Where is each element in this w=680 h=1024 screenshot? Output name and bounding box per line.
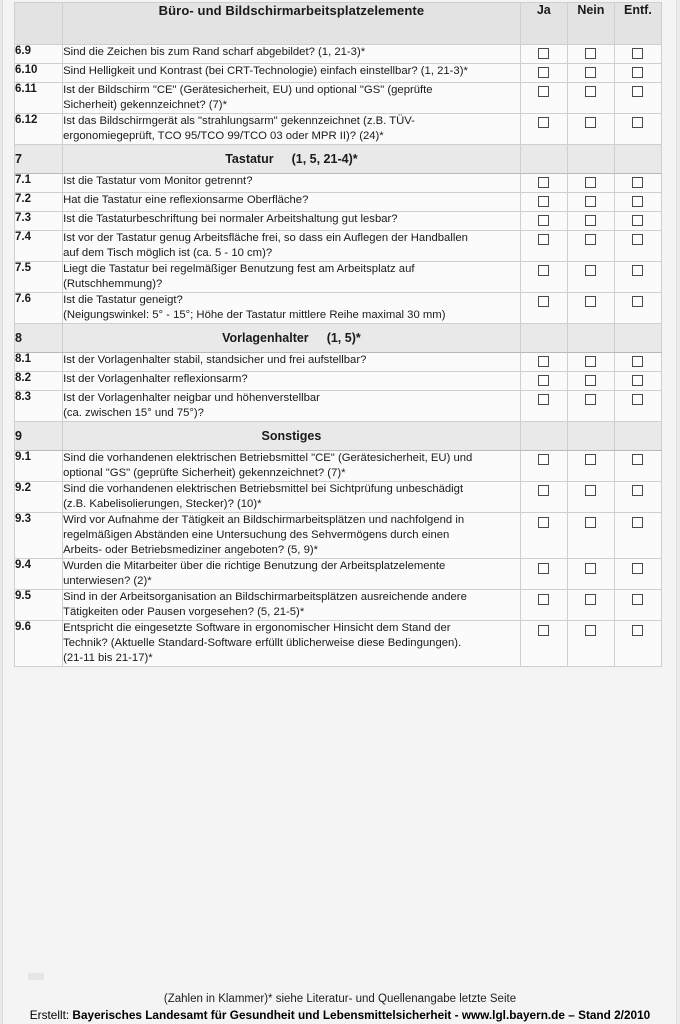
checkbox-na-cell[interactable] bbox=[614, 391, 661, 422]
question-text-line: Sind in der Arbeitsorganisation an Bildschirmarbeitsplätzen ausreichende andere bbox=[63, 591, 467, 604]
question-text-line: unterwiesen? (2)* bbox=[63, 575, 152, 588]
question-text-line: ergonomiegeprüft, TCO 95/TCO 99/TCO 03 oder MPR II)? (24)* bbox=[63, 130, 384, 143]
question-text-line: (ca. zwischen 15° und 75°)? bbox=[63, 407, 204, 420]
page-title: Büro- und Bildschirmarbeitsplatzelemente bbox=[63, 3, 521, 45]
checkbox-no-cell[interactable] bbox=[567, 482, 614, 513]
checkbox-no[interactable] bbox=[585, 394, 596, 405]
checkbox-na-cell[interactable] bbox=[614, 45, 661, 64]
question-text bbox=[63, 83, 521, 114]
checkbox-na-cell[interactable] bbox=[614, 293, 661, 324]
checkbox-yes-cell[interactable] bbox=[520, 451, 567, 482]
checkbox-na[interactable] bbox=[632, 517, 643, 528]
table-row bbox=[15, 212, 662, 231]
table-row bbox=[15, 391, 662, 422]
checkbox-na-cell[interactable] bbox=[614, 559, 661, 590]
section-title bbox=[63, 324, 521, 353]
checkbox-yes-cell[interactable] bbox=[520, 262, 567, 293]
checkbox-na-cell[interactable] bbox=[614, 83, 661, 114]
checkbox-no[interactable] bbox=[585, 234, 596, 245]
checkbox-yes[interactable] bbox=[538, 196, 549, 207]
section-title bbox=[63, 145, 521, 174]
checkbox-na[interactable] bbox=[632, 296, 643, 307]
checkbox-yes-cell[interactable] bbox=[520, 293, 567, 324]
question-number: 7.2 bbox=[15, 193, 63, 212]
table-row bbox=[15, 174, 662, 193]
question-text-line: Ist die Tastatur vom Monitor getrennt? bbox=[63, 175, 253, 188]
section-title-text: Vorlagenhalter bbox=[222, 331, 309, 346]
table-row bbox=[15, 114, 662, 145]
checkbox-yes-cell[interactable] bbox=[520, 372, 567, 391]
checkbox-no-cell[interactable] bbox=[567, 231, 614, 262]
section-number: 7 bbox=[15, 145, 63, 174]
table-row bbox=[15, 621, 662, 667]
checkbox-no-cell[interactable] bbox=[567, 372, 614, 391]
checkbox-na-cell[interactable] bbox=[614, 231, 661, 262]
question-text bbox=[63, 293, 521, 324]
checkbox-yes-cell[interactable] bbox=[520, 513, 567, 559]
table-row bbox=[15, 559, 662, 590]
checkbox-no-cell[interactable] bbox=[567, 621, 614, 667]
question-text bbox=[63, 45, 521, 64]
question-number: 7.4 bbox=[15, 231, 63, 262]
checkbox-na-cell[interactable] bbox=[614, 482, 661, 513]
question-text bbox=[63, 621, 521, 667]
page-edge-left bbox=[0, 0, 3, 1024]
question-number: 9.3 bbox=[15, 513, 63, 559]
table-header-row bbox=[15, 3, 662, 45]
checkbox-no[interactable] bbox=[585, 485, 596, 496]
question-number: 8.1 bbox=[15, 353, 63, 372]
question-number: 6.10 bbox=[15, 64, 63, 83]
footer-credit-organisation: Bayerisches Landesamt für Gesundheit und Lebensmittelsicherheit - www.lgl.bayern.de – Stand 2/2010 bbox=[72, 1008, 651, 1022]
question-text-line: Wird vor Aufnahme der Tätigkeit an Bildschirmarbeitsplätzen und nachfolgend in bbox=[63, 514, 465, 527]
question-text-line: (Neigungswinkel: 5° - 15°; Höhe der Tastatur mittlere Reihe maximal 30 mm) bbox=[63, 309, 446, 322]
checkbox-na-cell[interactable] bbox=[614, 114, 661, 145]
checkbox-yes[interactable] bbox=[538, 215, 549, 226]
question-text bbox=[63, 482, 521, 513]
checkbox-yes-cell[interactable] bbox=[520, 174, 567, 193]
checkbox-no[interactable] bbox=[585, 625, 596, 636]
question-number: 6.12 bbox=[15, 114, 63, 145]
checkbox-yes-cell[interactable] bbox=[520, 45, 567, 64]
checkbox-no-cell[interactable] bbox=[567, 559, 614, 590]
table-row bbox=[15, 64, 662, 83]
checkbox-no-cell[interactable] bbox=[567, 45, 614, 64]
table-row bbox=[15, 262, 662, 293]
question-number: 6.11 bbox=[15, 83, 63, 114]
question-text bbox=[63, 193, 521, 212]
checkbox-yes[interactable] bbox=[538, 67, 549, 78]
checkbox-no-cell[interactable] bbox=[567, 212, 614, 231]
checkbox-no-cell[interactable] bbox=[567, 293, 614, 324]
checkbox-no-cell[interactable] bbox=[567, 64, 614, 83]
question-text-line: (21-11 bis 21-17)* bbox=[63, 652, 153, 665]
checkbox-yes-cell[interactable] bbox=[520, 64, 567, 83]
checkbox-no[interactable] bbox=[585, 86, 596, 97]
checkbox-na[interactable] bbox=[632, 67, 643, 78]
question-number: 6.9 bbox=[15, 45, 63, 64]
question-text-line: Entspricht die eingesetzte Software in ergonomischer Hinsicht dem Stand der bbox=[63, 622, 451, 635]
checkbox-yes[interactable] bbox=[538, 356, 549, 367]
section-header-row bbox=[15, 324, 662, 353]
question-text-line: Ist die Tastatur geneigt? bbox=[63, 294, 183, 307]
checkbox-yes[interactable] bbox=[538, 563, 549, 574]
checkbox-no-cell[interactable] bbox=[567, 451, 614, 482]
question-text-line: Ist der Vorlagenhalter reflexionsarm? bbox=[63, 373, 248, 386]
checkbox-na[interactable] bbox=[632, 48, 643, 59]
table-row bbox=[15, 513, 662, 559]
checkbox-no-cell[interactable] bbox=[567, 193, 614, 212]
table-row bbox=[15, 590, 662, 621]
checkbox-yes[interactable] bbox=[538, 594, 549, 605]
table-header bbox=[15, 3, 662, 45]
checkbox-na[interactable] bbox=[632, 117, 643, 128]
table-row bbox=[15, 293, 662, 324]
checkbox-no[interactable] bbox=[585, 454, 596, 465]
question-text-line: Arbeits- oder Betriebsmediziner angeboten? (5, 9)* bbox=[63, 544, 319, 557]
question-text-line: Hat die Tastatur eine reflexionsarme Oberfläche? bbox=[63, 194, 309, 207]
question-number: 7.6 bbox=[15, 293, 63, 324]
question-text bbox=[63, 212, 521, 231]
checkbox-yes-cell[interactable] bbox=[520, 212, 567, 231]
checkbox-no-cell[interactable] bbox=[567, 513, 614, 559]
question-text-line: Ist die Tastaturbeschriftung bei normaler Arbeitshaltung gut lesbar? bbox=[63, 213, 398, 226]
question-text bbox=[63, 590, 521, 621]
question-text-line: auf dem Tisch möglich ist (ca. 5 - 10 cm)? bbox=[63, 247, 273, 260]
header-number-column bbox=[15, 3, 63, 45]
checkbox-yes-cell[interactable] bbox=[520, 621, 567, 667]
table-row bbox=[15, 45, 662, 64]
checkbox-yes-cell[interactable] bbox=[520, 482, 567, 513]
question-text bbox=[63, 372, 521, 391]
section-spacer-cell-na bbox=[614, 145, 661, 174]
checkbox-yes[interactable] bbox=[538, 454, 549, 465]
checkbox-na-cell[interactable] bbox=[614, 64, 661, 83]
checkbox-no[interactable] bbox=[585, 215, 596, 226]
checkbox-no[interactable] bbox=[585, 517, 596, 528]
question-text-line: Sind die vorhandenen elektrischen Betriebsmittel bei Sichtprüfung unbeschädigt bbox=[63, 483, 464, 496]
section-spacer-cell-yes bbox=[520, 145, 567, 174]
section-title bbox=[63, 422, 521, 451]
checkbox-yes-cell[interactable] bbox=[520, 391, 567, 422]
question-text bbox=[63, 559, 521, 590]
table-row bbox=[15, 231, 662, 262]
question-text-line: Tätigkeiten oder Pausen vorgesehen? (5, 21-5)* bbox=[63, 606, 305, 619]
checkbox-yes-cell[interactable] bbox=[520, 83, 567, 114]
section-spacer-cell-yes bbox=[520, 422, 567, 451]
table-row bbox=[15, 451, 662, 482]
checkbox-no-cell[interactable] bbox=[567, 83, 614, 114]
checkbox-yes[interactable] bbox=[538, 517, 549, 528]
checkbox-yes[interactable] bbox=[538, 485, 549, 496]
section-title-text: Tastatur bbox=[225, 152, 274, 167]
checkbox-no[interactable] bbox=[585, 196, 596, 207]
section-spacer-cell-no bbox=[567, 422, 614, 451]
question-text-line: Sind die Zeichen bis zum Rand scharf abgebildet? (1, 21-3)* bbox=[63, 46, 366, 58]
question-number: 8.2 bbox=[15, 372, 63, 391]
checkbox-no-cell[interactable] bbox=[567, 353, 614, 372]
header-column-no: Nein bbox=[567, 3, 614, 45]
table-row bbox=[15, 482, 662, 513]
section-spacer-cell-na bbox=[614, 324, 661, 353]
checkbox-yes-cell[interactable] bbox=[520, 590, 567, 621]
checkbox-no-cell[interactable] bbox=[567, 262, 614, 293]
question-text bbox=[63, 451, 521, 482]
question-text-line: Ist das Bildschirmgerät als "strahlungsarm" gekennzeichnet (z.B. TÜV- bbox=[63, 115, 415, 128]
section-number: 9 bbox=[15, 422, 63, 451]
checkbox-no[interactable] bbox=[585, 265, 596, 276]
checkbox-na-cell[interactable] bbox=[614, 513, 661, 559]
section-number: 8 bbox=[15, 324, 63, 353]
checkbox-na-cell[interactable] bbox=[614, 174, 661, 193]
footer-credit bbox=[0, 1008, 680, 1022]
footer-credit-lead: Erstellt: bbox=[29, 1008, 70, 1022]
section-spacer-cell-no bbox=[567, 324, 614, 353]
table-row bbox=[15, 353, 662, 372]
checkbox-na-cell[interactable] bbox=[614, 590, 661, 621]
question-text bbox=[63, 262, 521, 293]
question-text-line: Wurden die Mitarbeiter über die richtige Benutzung der Arbeitsplatzelemente bbox=[63, 560, 446, 573]
question-text bbox=[63, 174, 521, 193]
question-text bbox=[63, 64, 521, 83]
checkbox-na[interactable] bbox=[632, 86, 643, 97]
checkbox-yes-cell[interactable] bbox=[520, 114, 567, 145]
question-text-line: (z.B. Kabelisolierungen, Stecker)? (10)* bbox=[63, 498, 262, 511]
checkbox-yes-cell[interactable] bbox=[520, 193, 567, 212]
question-text bbox=[63, 231, 521, 262]
section-header-row bbox=[15, 145, 662, 174]
question-text-line: Technik? (Aktuelle Standard-Software erfüllt üblicherweise diese Bedingungen). bbox=[63, 637, 462, 650]
section-spacer-cell-yes bbox=[520, 324, 567, 353]
checkbox-yes-cell[interactable] bbox=[520, 559, 567, 590]
question-text-line: Ist der Bildschirm "CE" (Gerätesicherheit, EU) und optional "GS" (geprüfte bbox=[63, 84, 433, 96]
checkbox-no[interactable] bbox=[585, 67, 596, 78]
checkbox-na[interactable] bbox=[632, 356, 643, 367]
question-text bbox=[63, 114, 521, 145]
question-number: 8.3 bbox=[15, 391, 63, 422]
checkbox-no[interactable] bbox=[585, 563, 596, 574]
checkbox-yes[interactable] bbox=[538, 86, 549, 97]
checkbox-no[interactable] bbox=[585, 48, 596, 59]
question-text-line: regelmäßigen Abständen eine Untersuchung des Sehvermögens durch einen bbox=[63, 529, 450, 542]
checkbox-no[interactable] bbox=[585, 296, 596, 307]
checkbox-yes[interactable] bbox=[538, 625, 549, 636]
table-body bbox=[15, 45, 662, 667]
checkbox-na-cell[interactable] bbox=[614, 193, 661, 212]
question-text-line: Ist der Vorlagenhalter stabil, standsicher und frei aufstellbar? bbox=[63, 354, 367, 367]
question-number: 9.5 bbox=[15, 590, 63, 621]
table-row bbox=[15, 83, 662, 114]
checklist-table-container bbox=[14, 2, 662, 667]
footer-note: (Zahlen in Klammer)* siehe Literatur- und Quellenangabe letzte Seite bbox=[163, 993, 517, 1005]
checkbox-na[interactable] bbox=[632, 215, 643, 226]
question-text-line: (Rutschhemmung)? bbox=[63, 278, 163, 291]
checkbox-no-cell[interactable] bbox=[567, 114, 614, 145]
question-text bbox=[63, 353, 521, 372]
checkbox-na[interactable] bbox=[632, 394, 643, 405]
question-text-line: optional "GS" (geprüfte Sicherheit) gekennzeichnet? (7)* bbox=[63, 467, 346, 480]
checkbox-na-cell[interactable] bbox=[614, 262, 661, 293]
checklist-table bbox=[14, 2, 662, 667]
question-text-line: Sind Helligkeit und Kontrast (bei CRT-Technologie) einfach einstellbar? (1, 21-3)* bbox=[63, 65, 468, 77]
checkbox-no[interactable] bbox=[585, 594, 596, 605]
question-number: 7.3 bbox=[15, 212, 63, 231]
checkbox-no-cell[interactable] bbox=[567, 174, 614, 193]
checkbox-no[interactable] bbox=[585, 375, 596, 386]
table-row bbox=[15, 372, 662, 391]
question-text-line: Sicherheit) gekennzeichnet? (7)* bbox=[63, 99, 227, 112]
question-number: 9.6 bbox=[15, 621, 63, 667]
checkbox-no-cell[interactable] bbox=[567, 391, 614, 422]
checkbox-no[interactable] bbox=[585, 356, 596, 367]
checkbox-na[interactable] bbox=[632, 485, 643, 496]
checkbox-na-cell[interactable] bbox=[614, 353, 661, 372]
checkbox-yes[interactable] bbox=[538, 234, 549, 245]
table-row bbox=[15, 193, 662, 212]
question-text-line: Sind die vorhandenen elektrischen Betriebsmittel "CE" (Gerätesicherheit, EU) und bbox=[63, 452, 473, 465]
checkbox-na[interactable] bbox=[632, 177, 643, 188]
question-number: 9.4 bbox=[15, 559, 63, 590]
checkbox-yes[interactable] bbox=[538, 394, 549, 405]
header-column-yes: Ja bbox=[520, 3, 567, 45]
section-reference-numbers: (1, 5, 21-4)* bbox=[291, 152, 358, 167]
section-spacer-cell-no bbox=[567, 145, 614, 174]
checkbox-yes[interactable] bbox=[538, 375, 549, 386]
header-column-na: Entf. bbox=[614, 3, 661, 45]
section-spacer-cell-na bbox=[614, 422, 661, 451]
section-header-row bbox=[15, 422, 662, 451]
checkbox-na-cell[interactable] bbox=[614, 451, 661, 482]
checkbox-na[interactable] bbox=[632, 196, 643, 207]
checkbox-no[interactable] bbox=[585, 117, 596, 128]
section-reference-numbers: (1, 5)* bbox=[326, 331, 361, 346]
checkbox-na[interactable] bbox=[632, 234, 643, 245]
checkbox-na[interactable] bbox=[632, 454, 643, 465]
section-title-text: Sonstiges bbox=[261, 429, 322, 444]
checkbox-yes[interactable] bbox=[538, 48, 549, 59]
question-text-line: Liegt die Tastatur bei regelmäßiger Benutzung fest am Arbeitsplatz auf bbox=[63, 263, 415, 276]
checkbox-no[interactable] bbox=[585, 177, 596, 188]
checkbox-na[interactable] bbox=[632, 594, 643, 605]
checkbox-na-cell[interactable] bbox=[614, 372, 661, 391]
checkbox-yes-cell[interactable] bbox=[520, 353, 567, 372]
page-edge-right bbox=[676, 0, 680, 1024]
question-number: 9.2 bbox=[15, 482, 63, 513]
checkbox-no-cell[interactable] bbox=[567, 590, 614, 621]
checkbox-yes[interactable] bbox=[538, 265, 549, 276]
checkbox-na[interactable] bbox=[632, 625, 643, 636]
checkbox-na[interactable] bbox=[632, 375, 643, 386]
checkbox-na-cell[interactable] bbox=[614, 212, 661, 231]
question-text-line: Ist der Vorlagenhalter neigbar und höhenverstellbar bbox=[63, 392, 320, 405]
question-number: 7.1 bbox=[15, 174, 63, 193]
question-text bbox=[63, 391, 521, 422]
question-number: 9.1 bbox=[15, 451, 63, 482]
checkbox-yes-cell[interactable] bbox=[520, 231, 567, 262]
question-number: 7.5 bbox=[15, 262, 63, 293]
checkbox-na-cell[interactable] bbox=[614, 621, 661, 667]
checkbox-yes[interactable] bbox=[538, 296, 549, 307]
checkbox-na[interactable] bbox=[632, 563, 643, 574]
scan-artifact bbox=[28, 973, 44, 980]
checkbox-yes[interactable] bbox=[538, 117, 549, 128]
checkbox-yes[interactable] bbox=[538, 177, 549, 188]
question-text-line: Ist vor der Tastatur genug Arbeitsfläche frei, so dass ein Auflegen der Handballen bbox=[63, 232, 468, 245]
checkbox-na[interactable] bbox=[632, 265, 643, 276]
page-footer bbox=[0, 993, 680, 1022]
question-text bbox=[63, 513, 521, 559]
